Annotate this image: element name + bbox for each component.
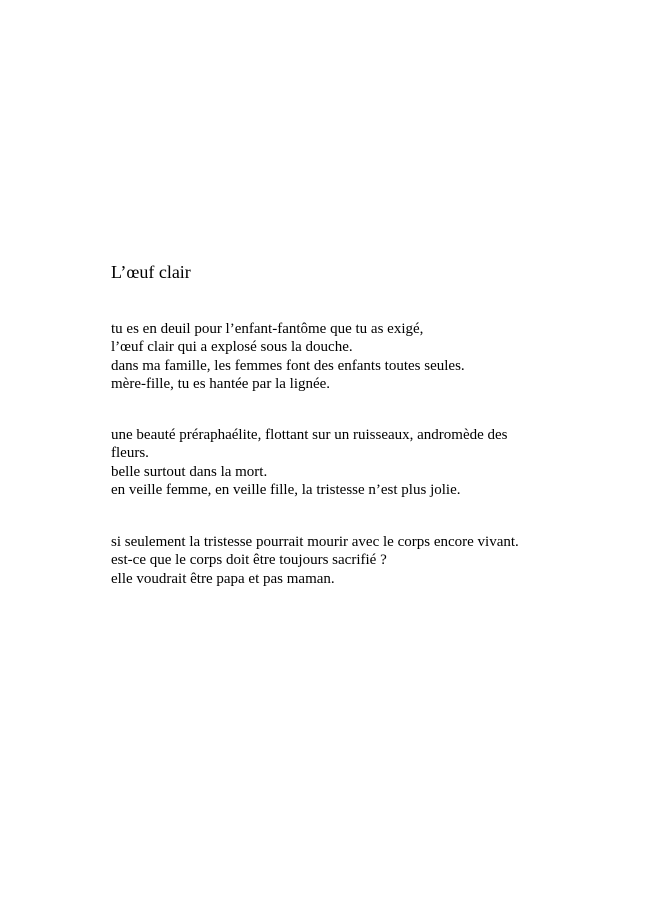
stanza-2 xyxy=(111,426,551,500)
poem-title: L’œuf clair xyxy=(111,262,191,282)
stanza-3 xyxy=(111,533,551,588)
stanza-line: tu es en deuil pour l’enfant-fantôme que tu as exigé, xyxy=(111,321,424,337)
stanza-line: elle voudrait être papa et pas maman. xyxy=(111,570,335,587)
stanza-line: dans ma famille, les femmes font des enfants toutes seules. xyxy=(111,357,465,374)
stanza-line: mère-fille, tu es hantée par la lignée. xyxy=(111,376,331,393)
stanza-line: l’œuf clair qui a explosé sous la douche. xyxy=(111,339,353,356)
stanza-line: une beauté préraphaélite, flottant sur un ruisseaux, andromède des xyxy=(111,427,508,443)
stanza-line: belle surtout dans la mort. xyxy=(111,463,268,480)
stanza-line: si seulement la tristesse pourrait mourir avec le corps encore vivant. xyxy=(111,534,519,550)
stanza-line: en veille femme, en veille fille, la tristesse n’est plus jolie. xyxy=(111,482,461,499)
stanza-line: fleurs. xyxy=(111,445,149,462)
stanza-1 xyxy=(111,320,551,394)
stanza-line: est-ce que le corps doit être toujours sacrifié ? xyxy=(111,552,387,569)
